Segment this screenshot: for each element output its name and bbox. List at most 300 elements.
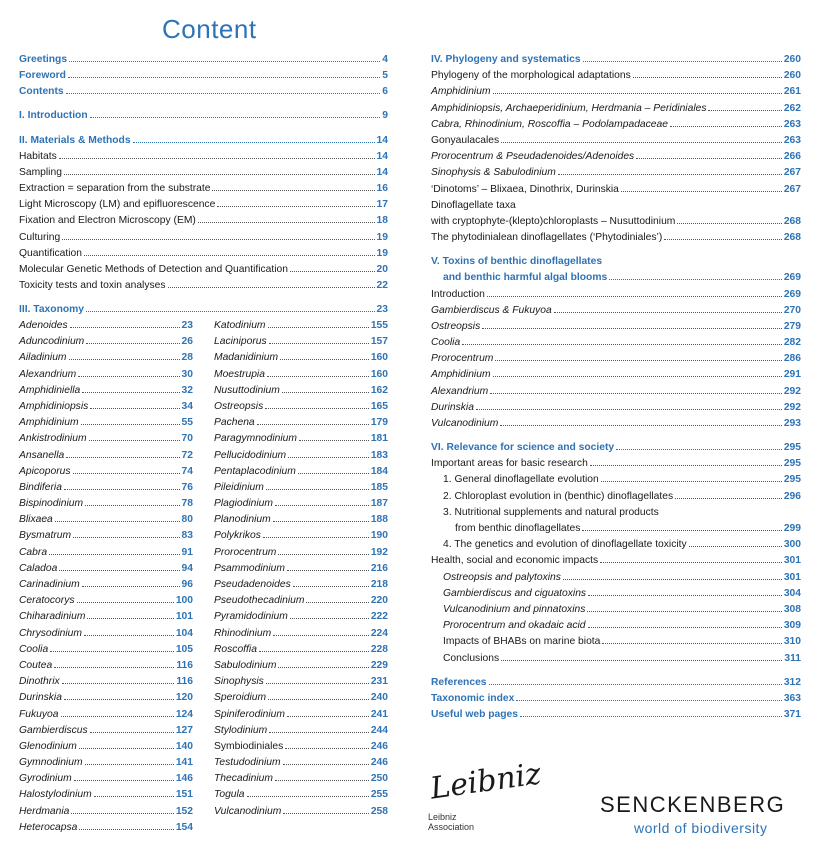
- toc-entry-label: V. Toxins of benthic dinoflagellates: [431, 256, 603, 268]
- toc-entry-label: Habitats: [19, 150, 57, 162]
- toc-entry-page: 23: [376, 304, 388, 316]
- toc-entry-label: Laciniporus: [214, 336, 267, 348]
- dot-leader: [675, 497, 782, 499]
- toc-entry[interactable]: [19, 302, 388, 318]
- dot-leader: [55, 520, 180, 522]
- toc-entry[interactable]: [19, 213, 388, 229]
- toc-entry[interactable]: [214, 350, 388, 366]
- dot-leader: [268, 698, 369, 700]
- toc-entry-page: 162: [370, 384, 388, 396]
- toc-entry[interactable]: [19, 690, 193, 706]
- toc-entry-page: 140: [175, 740, 193, 752]
- toc-entry[interactable]: [19, 787, 193, 803]
- toc-entry-label: Molecular Genetic Methods of Detection and Quantification: [19, 264, 289, 276]
- dot-leader: [59, 569, 179, 571]
- dot-leader: [287, 715, 369, 717]
- toc-entry-label: Vulcanodinium: [431, 418, 499, 430]
- toc-entry-page: 301: [783, 571, 801, 583]
- dot-leader: [689, 545, 782, 547]
- dot-leader: [588, 594, 782, 596]
- toc-entry[interactable]: [19, 84, 388, 100]
- toc-entry-page: 310: [783, 636, 801, 648]
- toc-entry[interactable]: [431, 586, 801, 602]
- dot-leader: [84, 254, 375, 256]
- dot-leader: [247, 795, 369, 797]
- toc-entry[interactable]: [214, 334, 388, 350]
- dot-leader: [64, 488, 180, 490]
- toc-entry[interactable]: [19, 448, 193, 464]
- toc-entry[interactable]: [214, 771, 388, 787]
- toc-entry[interactable]: [19, 496, 193, 512]
- dot-leader: [280, 358, 369, 360]
- toc-entry-page: 309: [783, 620, 801, 632]
- toc-entry-label: Gyrodinium: [19, 773, 72, 785]
- toc-entry-page: 94: [181, 562, 193, 574]
- toc-entry-page: 244: [370, 724, 388, 736]
- dot-leader: [285, 747, 369, 749]
- toc-entry-label: Amphidinium: [431, 86, 491, 98]
- toc-entry-page: 160: [370, 368, 388, 380]
- toc-entry-page: 151: [175, 789, 193, 801]
- toc-entry-label: IV. Phylogeny and systematics: [431, 54, 581, 65]
- toc-entry-page: 250: [370, 773, 388, 785]
- toc-entry[interactable]: [19, 577, 193, 593]
- dot-leader: [85, 504, 179, 506]
- dot-leader: [670, 125, 782, 127]
- taxa-column-2: [214, 318, 388, 820]
- toc-entry[interactable]: [214, 512, 388, 528]
- toc-entry[interactable]: [19, 350, 193, 366]
- toc-entry[interactable]: [431, 416, 801, 432]
- toc-entry[interactable]: [19, 771, 193, 787]
- toc-entry[interactable]: [214, 496, 388, 512]
- toc-entry[interactable]: [19, 723, 193, 739]
- toc-entry[interactable]: [214, 383, 388, 399]
- toc-entry-page: 222: [370, 611, 388, 623]
- toc-entry-page: 6: [382, 86, 388, 98]
- toc-entry-page: 255: [370, 789, 388, 801]
- toc-entry[interactable]: [431, 472, 801, 488]
- toc-entry-label: Pileidinium: [214, 481, 264, 493]
- toc-entry[interactable]: [431, 117, 801, 133]
- toc-entry[interactable]: [431, 351, 801, 367]
- dot-leader: [54, 666, 174, 668]
- dot-leader: [604, 263, 799, 264]
- dot-leader: [82, 585, 180, 587]
- toc-entry-label: Plagiodinium: [214, 498, 273, 510]
- toc-entry[interactable]: [19, 820, 193, 836]
- dot-leader: [79, 747, 174, 749]
- toc-entry-label: Pyramidodinium: [214, 611, 288, 623]
- toc-entry-label: Bindiferia: [19, 481, 62, 493]
- toc-entry[interactable]: [431, 618, 801, 634]
- dot-leader: [554, 311, 782, 313]
- toc-entry-page: 22: [376, 280, 388, 292]
- toc-entry[interactable]: [19, 804, 193, 820]
- toc-entry-label: Prorocentrum: [431, 353, 494, 365]
- toc-entry[interactable]: [214, 577, 388, 593]
- dot-leader: [269, 342, 369, 344]
- toc-entry[interactable]: [431, 384, 801, 400]
- toc-entry-page: 26: [181, 336, 193, 348]
- dot-leader: [290, 617, 369, 619]
- dot-leader: [70, 326, 180, 328]
- toc-entry-page: 241: [370, 708, 388, 720]
- toc-entry-page: 279: [783, 320, 801, 332]
- dot-leader: [283, 763, 369, 765]
- toc-entry-label: Durinskia: [431, 401, 474, 413]
- dot-leader: [587, 610, 781, 612]
- toc-entry-label: References: [431, 676, 487, 688]
- toc-entry-label: Cabra: [19, 546, 48, 558]
- toc-entry-page: 141: [175, 757, 193, 769]
- toc-entry[interactable]: [19, 755, 193, 771]
- dot-leader: [590, 464, 782, 466]
- toc-entry[interactable]: [214, 658, 388, 674]
- dot-leader: [62, 682, 175, 684]
- toc-entry-page: 101: [175, 611, 193, 623]
- toc-entry[interactable]: [214, 593, 388, 609]
- toc-entry[interactable]: [19, 133, 388, 149]
- toc-entry[interactable]: [19, 246, 388, 262]
- toc-entry[interactable]: [19, 318, 193, 334]
- toc-entry-page: 363: [783, 692, 801, 704]
- toc-entry[interactable]: [431, 149, 801, 165]
- toc-entry-page: 300: [783, 539, 801, 551]
- toc-entry-label: Katodinium: [214, 320, 266, 331]
- dot-leader: [265, 407, 369, 409]
- dot-leader: [81, 423, 180, 425]
- toc-entry-page: 261: [783, 86, 801, 98]
- dot-leader: [664, 238, 782, 240]
- toc-entry[interactable]: [431, 214, 801, 230]
- toc-entry[interactable]: [214, 690, 388, 706]
- toc-entry[interactable]: [214, 464, 388, 480]
- toc-entry-page: 224: [370, 627, 388, 639]
- toc-entry[interactable]: [431, 537, 801, 553]
- toc-entry-page: 229: [370, 659, 388, 671]
- toc-entry[interactable]: [214, 609, 388, 625]
- toc-entry[interactable]: [214, 318, 388, 334]
- toc-entry-page: 20: [376, 264, 388, 276]
- toc-entry[interactable]: [19, 52, 388, 68]
- toc-entry[interactable]: [19, 383, 193, 399]
- toc-entry-page: 104: [175, 627, 193, 639]
- toc-entry[interactable]: [214, 723, 388, 739]
- toc-entry[interactable]: [19, 431, 193, 447]
- toc-entry-label: I. Introduction: [19, 110, 88, 122]
- toc-entry-page: 291: [783, 369, 801, 381]
- toc-entry-label: Caladoa: [19, 562, 58, 574]
- toc-entry[interactable]: [431, 254, 801, 270]
- toc-entry-page: 246: [370, 757, 388, 769]
- section-gap: [19, 101, 388, 109]
- toc-entry[interactable]: [431, 675, 801, 691]
- toc-entry[interactable]: [19, 593, 193, 609]
- toc-entry[interactable]: [431, 133, 801, 149]
- toc-entry[interactable]: [214, 415, 388, 431]
- toc-entry-page: 299: [783, 523, 801, 535]
- toc-entry[interactable]: [431, 489, 801, 505]
- toc-entry-page: 14: [376, 150, 388, 162]
- toc-entry-label: Amphidiniopsis, Archaeperidinium, Herdmania – Peridiniales: [431, 102, 707, 114]
- toc-entry[interactable]: [214, 626, 388, 642]
- toc-entry-label: III. Taxonomy: [19, 304, 85, 316]
- toc-entry[interactable]: [214, 804, 388, 820]
- toc-entry-label: Speroidium: [214, 692, 267, 704]
- toc-entry-label: 2. Chloroplast evolution in (benthic) dinoflagellates: [443, 490, 674, 502]
- dot-leader: [66, 92, 381, 94]
- toc-entry[interactable]: [19, 464, 193, 480]
- dot-leader: [601, 480, 782, 482]
- toc-entry[interactable]: [431, 68, 801, 84]
- toc-entry[interactable]: [214, 431, 388, 447]
- toc-entry[interactable]: [431, 521, 801, 537]
- toc-entry-label: Vulcanodinium and pinnatoxins: [443, 603, 586, 615]
- toc-entry[interactable]: [19, 658, 193, 674]
- toc-entry[interactable]: [431, 440, 801, 456]
- toc-entry-label: Paragymnodinium: [214, 433, 297, 445]
- toc-entry-page: 78: [181, 498, 193, 510]
- dot-leader: [89, 439, 180, 441]
- toc-entry-page: 146: [175, 773, 193, 785]
- dot-leader: [636, 157, 782, 159]
- toc-entry-page: 187: [370, 498, 388, 510]
- dot-leader: [73, 536, 179, 538]
- toc-entry[interactable]: [431, 52, 801, 68]
- toc-entry-page: 183: [370, 449, 388, 461]
- toc-entry[interactable]: [431, 367, 801, 383]
- toc-entry-page: 293: [783, 418, 801, 430]
- toc-entry-label: Herdmania: [19, 805, 70, 817]
- toc-entry[interactable]: [19, 262, 388, 278]
- toc-entry-label: Sinophysis: [214, 676, 264, 688]
- dot-leader: [677, 222, 781, 224]
- toc-entry-label: Introduction: [431, 288, 485, 300]
- toc-entry[interactable]: [431, 287, 801, 303]
- toc-entry-page: 266: [783, 151, 801, 163]
- dot-leader: [518, 207, 799, 208]
- toc-entry[interactable]: [214, 755, 388, 771]
- toc-entry[interactable]: [431, 335, 801, 351]
- toc-entry[interactable]: [431, 651, 801, 667]
- toc-entry-page: 72: [181, 449, 193, 461]
- dot-leader: [500, 424, 781, 426]
- toc-entry[interactable]: [19, 642, 193, 658]
- dot-leader: [582, 529, 781, 531]
- toc-entry[interactable]: [214, 528, 388, 544]
- toc-entry[interactable]: [19, 415, 193, 431]
- toc-entry-page: 127: [175, 724, 193, 736]
- dot-leader: [600, 561, 782, 563]
- toc-entry-page: 14: [376, 166, 388, 178]
- toc-entry[interactable]: [19, 334, 193, 350]
- toc-entry[interactable]: [19, 278, 388, 294]
- dot-leader: [489, 683, 782, 685]
- toc-entry[interactable]: [214, 642, 388, 658]
- toc-entry[interactable]: [431, 634, 801, 650]
- dot-leader: [198, 221, 375, 223]
- toc-entry-page: 179: [370, 417, 388, 429]
- toc-entry-page: 268: [783, 215, 801, 227]
- toc-entry-page: 231: [370, 676, 388, 688]
- toc-entry-page: 192: [370, 546, 388, 558]
- toc-entry[interactable]: [431, 505, 801, 521]
- dot-leader: [602, 642, 781, 644]
- dot-leader: [299, 439, 369, 441]
- dot-leader: [66, 456, 179, 458]
- dot-leader: [278, 553, 368, 555]
- toc-entry[interactable]: [19, 626, 193, 642]
- dot-leader: [293, 585, 369, 587]
- dot-leader: [62, 238, 374, 240]
- toc-entry-page: 188: [370, 514, 388, 526]
- toc-entry-page: 116: [176, 659, 193, 671]
- toc-entry-page: 152: [175, 805, 193, 817]
- toc-entry-label: Blixaea: [19, 514, 53, 526]
- toc-entry[interactable]: [19, 181, 388, 197]
- toc-entry[interactable]: [431, 691, 801, 707]
- toc-entry-page: 240: [370, 692, 388, 704]
- toc-entry-label: Quantification: [19, 247, 82, 259]
- toc-entry-label: Polykrikos: [214, 530, 261, 542]
- toc-entry[interactable]: [214, 480, 388, 496]
- toc-entry-label: Toxicity tests and toxin analyses: [19, 280, 166, 292]
- dot-leader: [257, 423, 369, 425]
- toc-entry-label: Greetings: [19, 54, 68, 65]
- toc-entry[interactable]: [19, 512, 193, 528]
- toc-entry[interactable]: [214, 787, 388, 803]
- toc-entry[interactable]: [431, 182, 801, 198]
- toc-entry-page: 216: [370, 562, 388, 574]
- toc-entry-label: Amphidinium: [431, 369, 491, 381]
- toc-entry[interactable]: [214, 707, 388, 723]
- toc-entry-label: Madanidinium: [214, 352, 279, 364]
- toc-entry[interactable]: [214, 399, 388, 415]
- senckenberg-tagline: world of biodiversity: [634, 820, 768, 836]
- toc-entry[interactable]: [19, 108, 388, 124]
- toc-entry[interactable]: [214, 674, 388, 690]
- toc-entry-label: Important areas for basic research: [431, 458, 588, 470]
- toc-entry[interactable]: [431, 303, 801, 319]
- toc-entry-label: Chiharadinium: [19, 611, 86, 623]
- toc-entry-page: 80: [181, 514, 193, 526]
- dot-leader: [290, 270, 375, 272]
- toc-entry[interactable]: [19, 399, 193, 415]
- toc-entry-label: Culturing: [19, 231, 61, 243]
- toc-entry[interactable]: [431, 570, 801, 586]
- toc-entry-label: Testudodinium: [214, 757, 281, 769]
- toc-entry[interactable]: [431, 165, 801, 181]
- toc-entry-label: Chrysodinium: [19, 627, 82, 639]
- toc-entry-page: 160: [370, 352, 388, 364]
- toc-entry[interactable]: [431, 198, 801, 214]
- toc-entry[interactable]: [19, 149, 388, 165]
- toc-entry[interactable]: [214, 448, 388, 464]
- toc-entry[interactable]: [431, 319, 801, 335]
- toc-entry[interactable]: [431, 230, 801, 246]
- dot-leader: [59, 157, 375, 159]
- leibniz-caption: Leibniz Association: [428, 812, 475, 832]
- toc-entry-page: 19: [376, 247, 388, 259]
- dot-leader: [306, 601, 368, 603]
- toc-entry[interactable]: [19, 68, 388, 84]
- toc-entry[interactable]: [431, 400, 801, 416]
- toc-entry-label: Amphidiniopsis: [19, 400, 89, 412]
- toc-entry-label: Impacts of BHABs on marine biota: [443, 636, 601, 648]
- toc-entry[interactable]: [431, 101, 801, 117]
- toc-entry-page: 292: [783, 401, 801, 413]
- toc-entry[interactable]: [431, 553, 801, 569]
- toc-entry[interactable]: [431, 84, 801, 100]
- toc-entry[interactable]: [19, 528, 193, 544]
- toc-entry[interactable]: [431, 456, 801, 472]
- toc-entry-label: Health, social and economic impacts: [431, 555, 599, 567]
- toc-entry-label: Pellucidodinium: [214, 449, 287, 461]
- dot-leader: [516, 699, 781, 701]
- toc-entry-label: Ostreopsis: [214, 400, 264, 412]
- toc-entry[interactable]: [214, 367, 388, 383]
- toc-entry-page: 120: [175, 692, 193, 704]
- dot-leader: [71, 812, 173, 814]
- toc-entry-label: Symbiodiniales: [214, 740, 284, 752]
- toc-entry-label: Phylogeny of the morphological adaptations: [431, 70, 631, 82]
- toc-entry-page: 96: [181, 579, 193, 590]
- toc-entry-page: 32: [181, 384, 193, 396]
- toc-entry[interactable]: [19, 674, 193, 690]
- toc-entry[interactable]: [431, 270, 801, 286]
- toc-entry-label: Alexandrium: [19, 368, 77, 380]
- dot-leader: [482, 327, 782, 329]
- toc-entry[interactable]: [214, 739, 388, 755]
- toc-entry-label: Light Microscopy (LM) and epifluorescence: [19, 199, 216, 211]
- toc-entry[interactable]: [431, 602, 801, 618]
- toc-entry-label: Coolia: [431, 337, 461, 349]
- toc-entry[interactable]: [19, 230, 388, 246]
- toc-entry-label: Ostreopsis: [431, 320, 481, 332]
- toc-entry-page: 105: [175, 643, 193, 655]
- dot-leader: [588, 626, 782, 628]
- toc-entry[interactable]: [431, 707, 801, 723]
- toc-entry-label: Apicoporus: [19, 465, 71, 477]
- toc-entry[interactable]: [19, 609, 193, 625]
- toc-entry-label: Pachena: [214, 417, 255, 429]
- toc-entry[interactable]: [19, 707, 193, 723]
- toc-entry-label: Ankistrodinium: [19, 433, 87, 445]
- dot-leader: [621, 190, 782, 192]
- toc-entry[interactable]: [19, 739, 193, 755]
- toc-entry[interactable]: [19, 165, 388, 181]
- dot-leader: [563, 578, 782, 580]
- toc-entry[interactable]: [214, 561, 388, 577]
- toc-entry-label: Gambierdiscus: [19, 724, 88, 736]
- dot-leader: [278, 666, 368, 668]
- toc-entry[interactable]: [19, 545, 193, 561]
- toc-entry-label: Pentaplacodinium: [214, 465, 296, 477]
- toc-entry-page: 258: [370, 805, 388, 817]
- toc-entry-label: Prorocentrum: [214, 546, 277, 558]
- toc-entry[interactable]: [19, 480, 193, 496]
- toc-entry[interactable]: [19, 561, 193, 577]
- toc-entry-page: 155: [370, 320, 388, 331]
- toc-entry-page: 4: [382, 54, 388, 65]
- toc-entry[interactable]: [214, 545, 388, 561]
- toc-entry-page: 157: [370, 336, 388, 348]
- toc-entry[interactable]: [19, 367, 193, 383]
- dot-leader: [78, 375, 179, 377]
- toc-entry-page: 16: [376, 183, 388, 195]
- toc-entry[interactable]: [19, 197, 388, 213]
